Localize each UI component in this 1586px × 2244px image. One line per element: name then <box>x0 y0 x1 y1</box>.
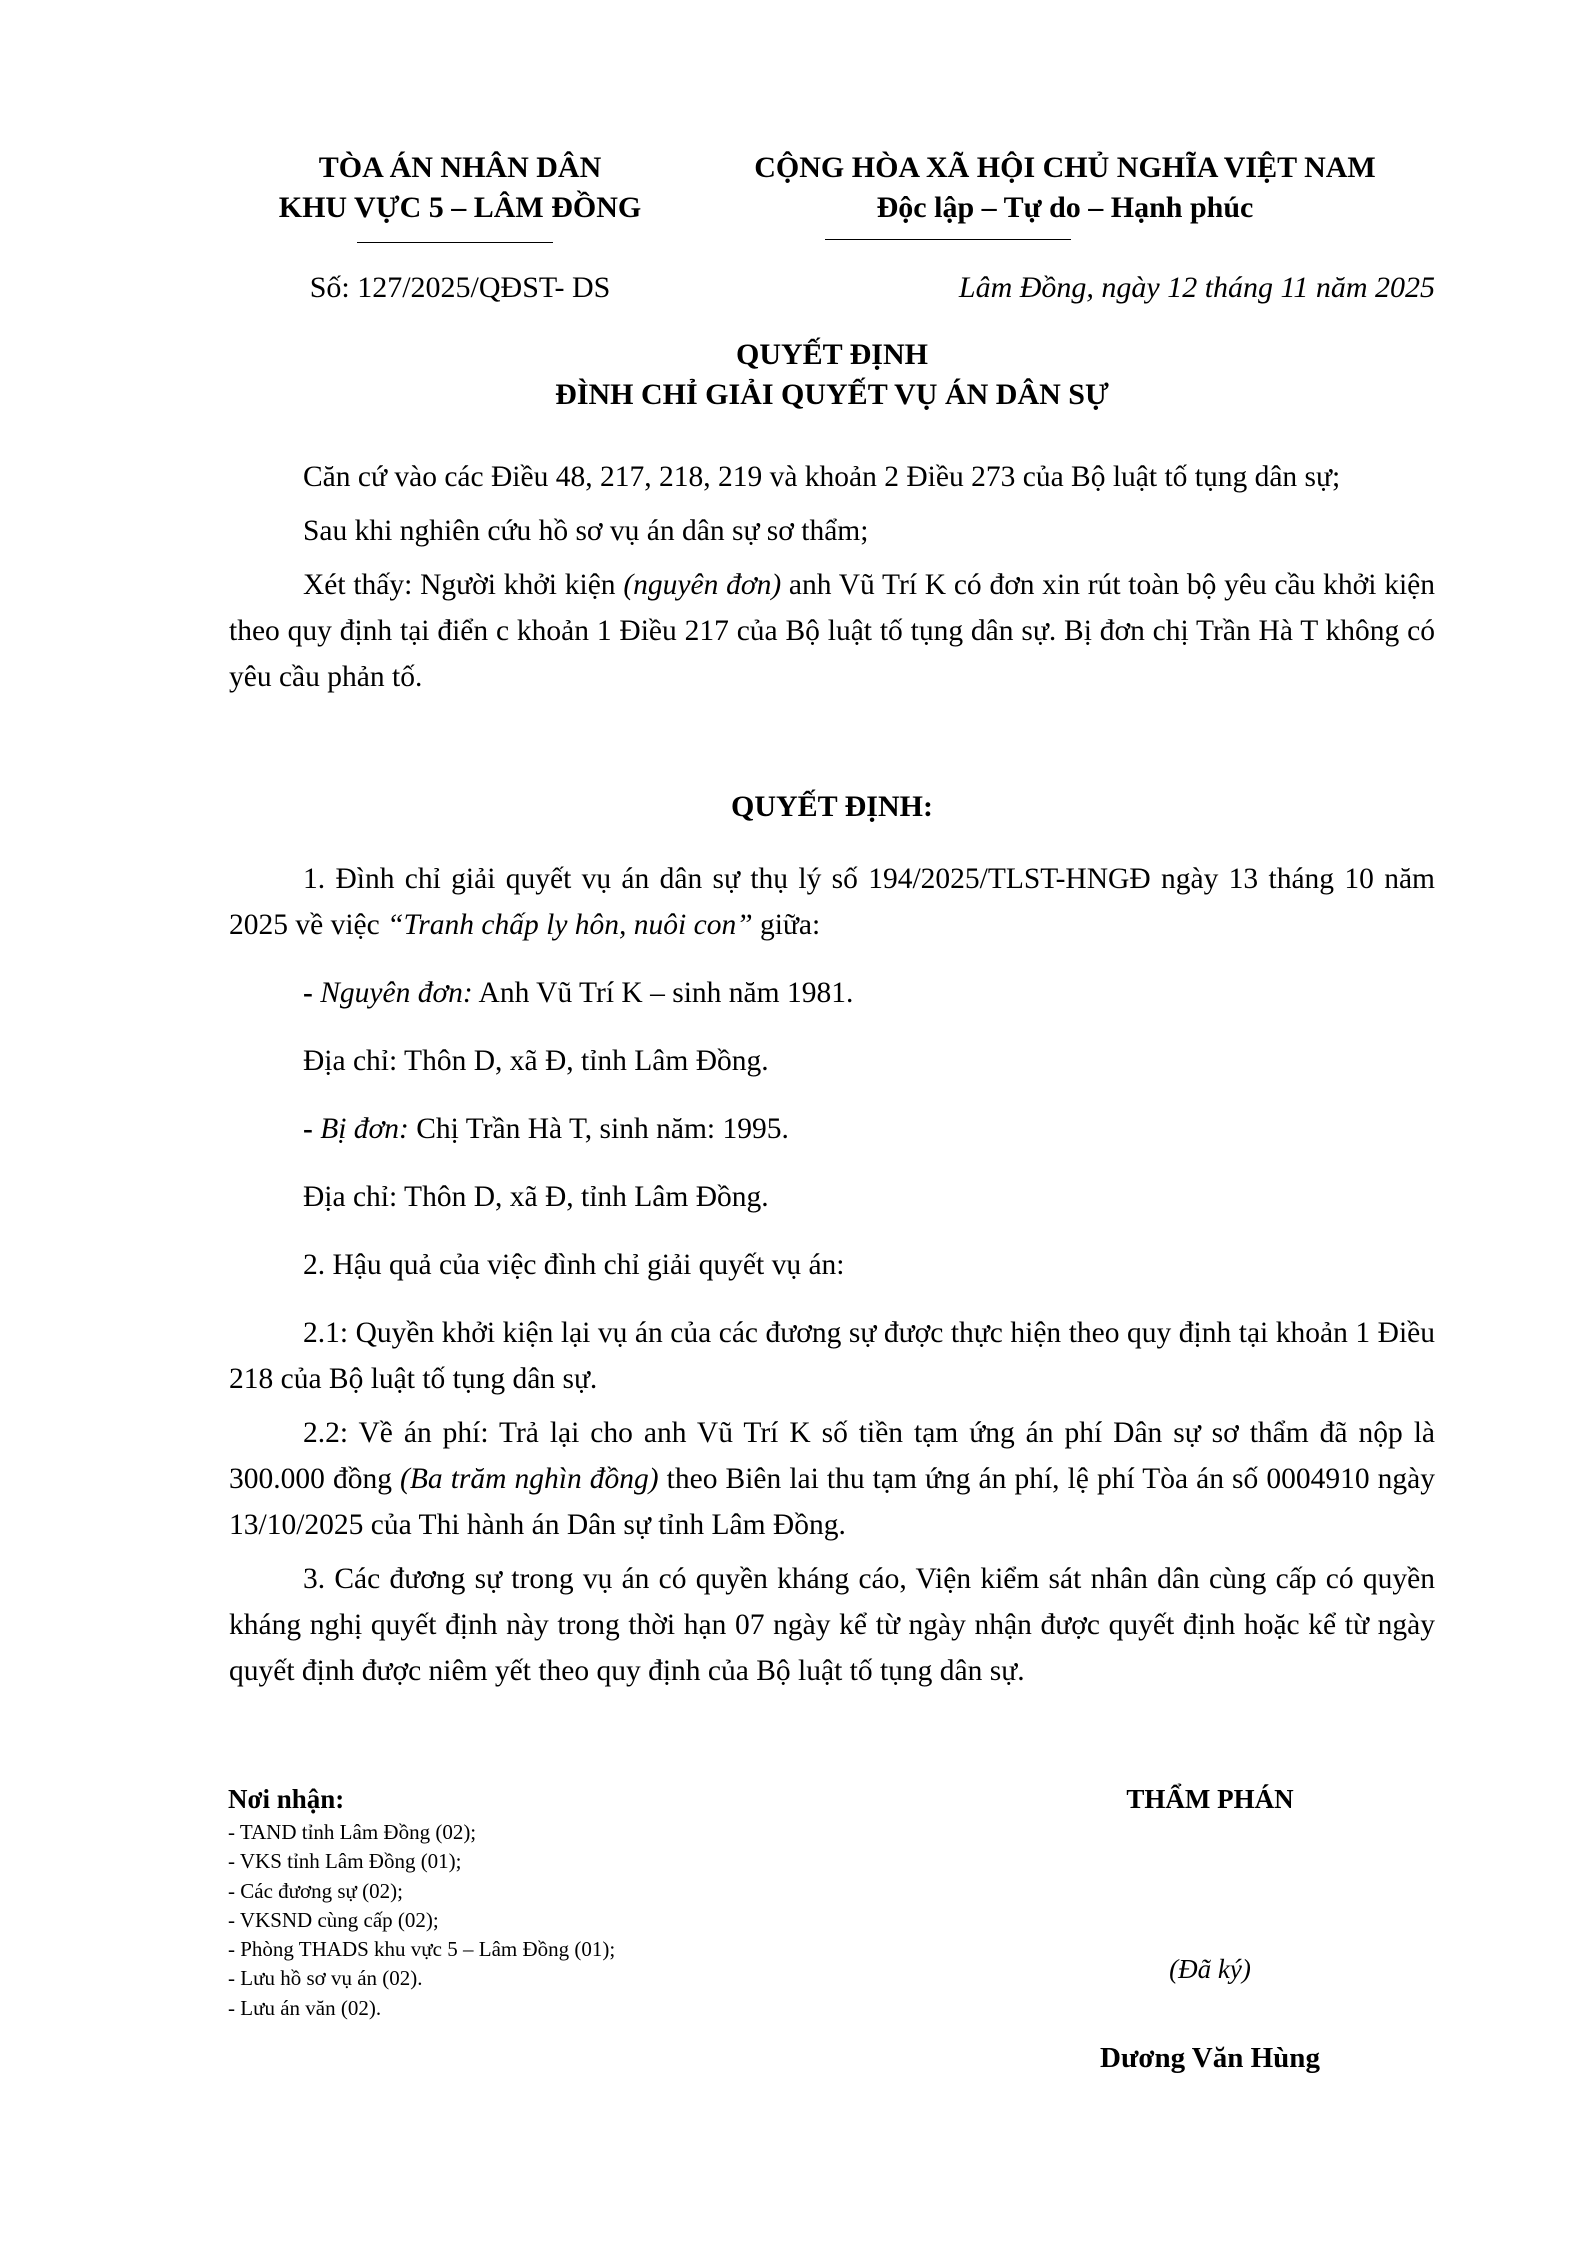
document-number: Số: 127/2025/QĐST- DS <box>309 271 611 304</box>
findings-paragraph <box>229 562 1435 700</box>
plaintiff-label: Nguyên đơn: <box>320 977 473 1009</box>
decision-item-2-1: 2.1: Quyền khởi kiện lại vụ án của các đương sự được thực hiện theo quy định tại khoản 1 Điều 218 của Bộ luật tố tụng dân sự. <box>229 1317 1435 1395</box>
decision-item-2: 2. Hậu quả của việc đình chỉ giải quyết vụ án: <box>303 1249 845 1281</box>
signer-title: THẨM PHÁN <box>1126 1784 1294 1814</box>
fee-amount-in-words: (Ba trăm nghìn đồng) <box>400 1463 659 1495</box>
court-name-line1: TÒA ÁN NHÂN DÂN <box>318 151 602 184</box>
national-motto: Độc lập – Tự do – Hạnh phúc <box>876 191 1254 224</box>
defendant-line <box>229 1106 1435 1152</box>
court-header-underline <box>357 242 553 243</box>
decision-item-1-text-b: giữa: <box>752 909 821 941</box>
recipient-item: - VKS tỉnh Lâm Đồng (01); <box>228 1849 462 1874</box>
plaintiff-address: Địa chỉ: Thôn D, xã Đ, tỉnh Lâm Đồng. <box>303 1045 769 1077</box>
decision-item-1-text-a: 1. Đình chỉ giải quyết vụ án dân sự thụ lý số 194/2025/TLST-HNGĐ ngày 13 tháng 10 năm 2025 về việc <box>229 863 1435 941</box>
recipient-item: - VKSND cùng cấp (02); <box>228 1907 439 1932</box>
case-subject: “Tranh chấp ly hôn, nuôi con” <box>387 909 753 941</box>
plaintiff-value: Anh Vũ Trí K – sinh năm 1981. <box>472 977 854 1009</box>
signed-note: (Đã ký) <box>1169 1954 1251 1984</box>
decision-item-2-2 <box>229 1410 1435 1548</box>
defendant-label: Bị đơn: <box>320 1113 409 1145</box>
document-title-line2: ĐÌNH CHỈ GIẢI QUYẾT VỤ ÁN DÂN SỰ <box>555 378 1109 411</box>
motto-underline <box>825 239 1071 240</box>
recipient-item: - Các đương sự (02); <box>228 1878 404 1903</box>
national-name: CỘNG HÒA XÃ HỘI CHỦ NGHĨA VIỆT NAM <box>754 151 1376 184</box>
recipient-item: - TAND tỉnh Lâm Đồng (02); <box>228 1820 477 1844</box>
legal-basis-paragraph: Căn cứ vào các Điều 48, 217, 218, 219 và khoản 2 Điều 273 của Bộ luật tố tụng dân sự; <box>303 461 1341 493</box>
recipient-item: - Lưu án văn (02). <box>228 1995 382 2020</box>
findings-text-b: anh Vũ Trí K có đơn xin rút toàn bộ yêu cầu khởi kiện theo quy định tại điển c khoản 1 Điều 217 của Bộ luật tố tụng dân sự. Bị đơn chị Trần Hà T không có yêu cầu phản tố. <box>229 569 1435 693</box>
national-motto-header <box>690 148 1440 228</box>
recipient-item: - Phòng THADS khu vực 5 – Lâm Đồng (01); <box>228 1937 616 1962</box>
place-and-date: Lâm Đồng, ngày 12 tháng 11 năm 2025 <box>958 271 1435 304</box>
defendant-address: Địa chỉ: Thôn D, xã Đ, tỉnh Lâm Đồng. <box>303 1181 769 1213</box>
findings-text-italic: (nguyên đơn) <box>623 569 782 601</box>
defendant-value: Chị Trần Hà T, sinh năm: 1995. <box>408 1113 789 1145</box>
plaintiff-dash: - <box>303 977 321 1009</box>
signer-name: Dương Văn Hùng <box>1100 2042 1320 2074</box>
review-paragraph: Sau khi nghiên cứu hồ sơ vụ án dân sự sơ thẩm; <box>303 515 869 547</box>
preamble <box>229 454 1435 700</box>
decision-item-3: 3. Các đương sự trong vụ án có quyền kháng cáo, Viện kiểm sát nhân dân cùng cấp có quyền kháng nghị quyết định này trong thời hạn 07 ngày kể từ ngày nhận được quyết định hoặc kể từ ngày quyết định được niêm yết theo quy định của Bộ luật tố tụng dân sự. <box>229 1563 1435 1687</box>
recipient-item: - Lưu hồ sơ vụ án (02). <box>228 1966 423 1991</box>
document-title <box>229 335 1435 415</box>
recipients-list <box>228 1818 615 2023</box>
findings-text-a: Xét thấy: Người khởi kiện <box>303 569 624 601</box>
decision-item-2-2-text-b: theo Biên lai thu tạm ứng án phí, lệ phí Tòa án số 0004910 ngày 13/10/2025 của Thi hành án Dân sự tỉnh Lâm Đồng. <box>229 1463 1436 1541</box>
decision-heading: QUYẾT ĐỊNH: <box>731 790 933 823</box>
court-name-line2: KHU VỰC 5 – LÂM ĐỒNG <box>278 191 642 224</box>
recipients-title: Nơi nhận: <box>228 1784 345 1814</box>
decision-item-2-2-text-a: 2.2: Về án phí: Trả lại cho anh Vũ Trí K số tiền tạm ứng án phí Dân sự sơ thẩm đã nộp là 300.000 đồng <box>229 1417 1435 1495</box>
defendant-dash: - <box>303 1113 321 1145</box>
decision-item-1 <box>229 856 1435 948</box>
decision-body <box>229 856 1435 1694</box>
document-title-line1: QUYẾT ĐỊNH <box>736 338 928 371</box>
plaintiff-line <box>229 970 1435 1016</box>
court-name-header <box>230 148 690 228</box>
